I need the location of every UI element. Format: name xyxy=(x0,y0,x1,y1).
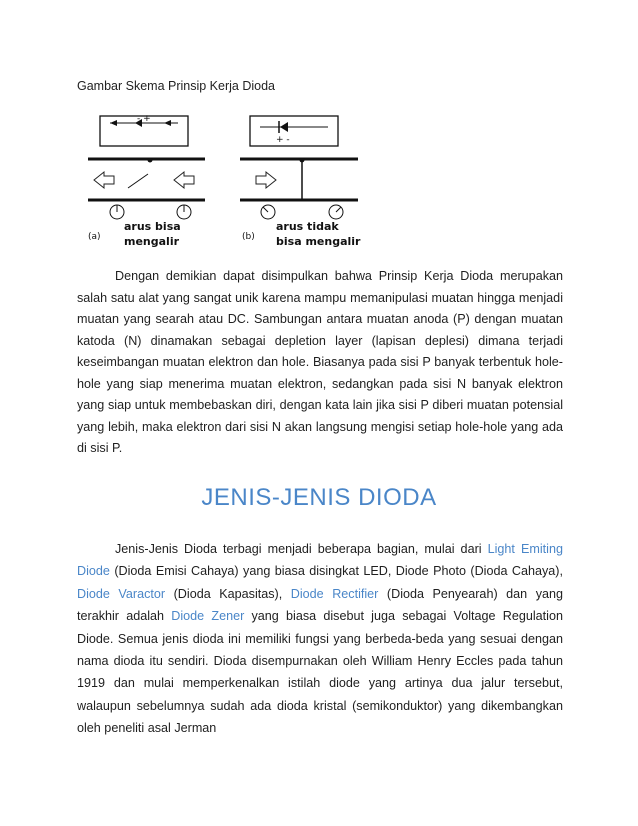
link-light-emiting-diode[interactable]: Light Emiting Diode xyxy=(77,542,563,579)
panel-b-diode-triangle xyxy=(280,122,288,132)
paragraph-types xyxy=(77,538,563,740)
panel-b-right-arrow-icon xyxy=(256,172,276,188)
text-segment: yang biasa disebut juga sebagai Voltage Regulation Diode. Semua jenis dioda ini memiliki fungsi yang berbeda-beda yang sesuai dengan nama dioda itu sendiri. Dioda disempurnakan oleh William Henry Eccles pada tahun 1919 dan mulai memperkenalkan istilah diode yang artinya dua jalur tersebut, walaupun sebelumnya sudah ada dioda kristal (semikonduktor) yang dikembangkan oleh peneliti asal Jerman xyxy=(77,609,563,736)
panel-a-switch-open xyxy=(128,174,148,188)
panel-a-right-arrow-icon xyxy=(174,172,194,188)
link-diode-varactor[interactable]: Diode Varactor xyxy=(77,586,166,601)
panel-a-polarity: - + xyxy=(137,114,151,124)
text-segment: (Dioda Kapasitas), xyxy=(165,586,291,601)
panel-a-switch-node xyxy=(148,158,153,163)
panel-a-left-arrow-icon xyxy=(94,172,114,188)
panel-b-polarity: + - xyxy=(276,135,290,145)
diode-schematic-figure xyxy=(80,108,370,258)
panel-a-caption-line2: mengalir xyxy=(124,235,180,248)
panel-b xyxy=(240,116,361,248)
panel-a xyxy=(88,114,205,248)
link-diode-rectifier[interactable]: Diode Rectifier xyxy=(290,586,379,601)
panel-b-symbol-box xyxy=(250,116,338,146)
text-segment: (Dioda Emisi Cahaya) yang biasa disingkat LED, Diode Photo (Dioda Cahaya), xyxy=(109,564,563,579)
text-segment: Jenis-Jenis Dioda terbagi menjadi beberapa bagian, mulai dari xyxy=(115,542,488,556)
paragraph-principle xyxy=(77,266,563,460)
panel-a-caption-line1: arus bisa xyxy=(124,220,181,233)
diode-schematic-svg xyxy=(80,108,370,258)
panel-b-tag: (b) xyxy=(242,232,255,242)
link-diode-zener[interactable]: Diode Zener xyxy=(171,609,245,624)
panel-a-tag: (a) xyxy=(88,232,101,242)
paragraph-types-text xyxy=(77,538,563,740)
paragraph-principle-text: Dengan demikian dapat disimpulkan bahwa Prinsip Kerja Dioda merupakan salah satu alat yang sangat unik karena mampu memanipulasi muatan hingga menjadi muatan yang searah atau DC. Sambungan antara muatan anoda (P) dengan muatan katoda (N) dinamakan sebagai depletion layer (lapisan deplesi) dimana terjadi keseimbangan muatan elektron dan hole. Biasanya pada sisi P banyak terbentuk hole-hole yang siap menerima muatan elektron, sedangkan pada sisi N banyak elektron yang siap untuk membebaskan diri, dengan kata lain jika sisi P diberi muatan potensial yang lebih, maka elektron dari sisi N akan langsung mengisi setiap hole-hole yang ada di sisi P. xyxy=(77,269,563,455)
panel-a-arrow-head-left xyxy=(110,120,117,126)
text-segment: (Dioda Penyearah) dan yang terakhir adalah xyxy=(77,586,563,624)
panel-b-meter-right-needle xyxy=(336,207,341,212)
panel-b-caption-line2: bisa mengalir xyxy=(276,235,361,248)
panel-b-meter-left-needle xyxy=(263,207,268,212)
figure-caption: Gambar Skema Prinsip Kerja Dioda xyxy=(77,79,275,93)
panel-b-caption-line1: arus tidak xyxy=(276,220,339,233)
section-heading: JENIS-JENIS DIODA xyxy=(201,484,437,511)
panel-a-arrow-head-right xyxy=(164,120,171,126)
panel-b-node xyxy=(300,158,305,163)
